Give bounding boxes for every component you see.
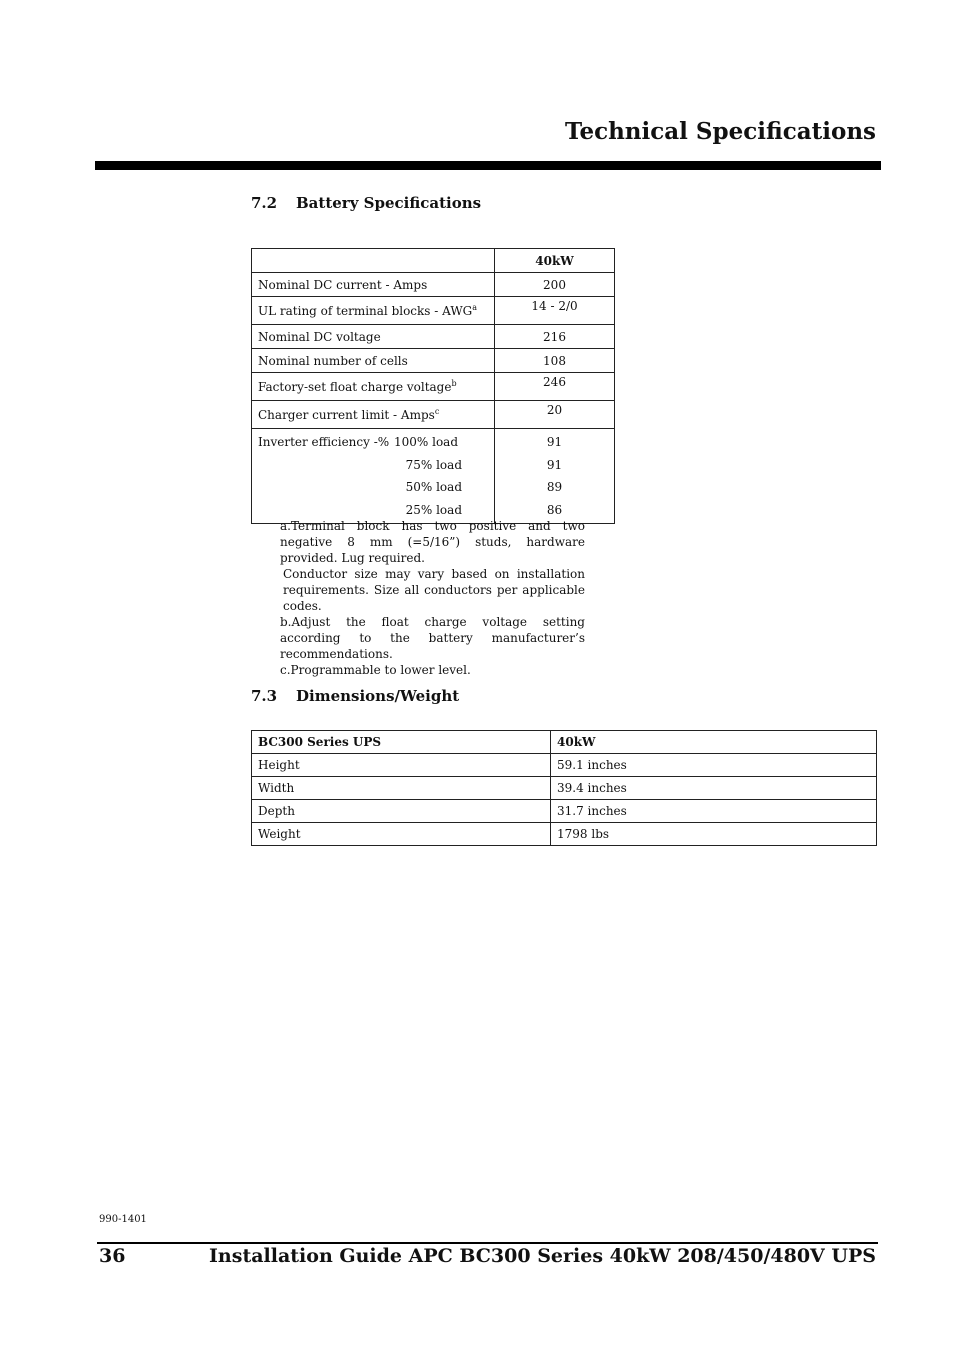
efficiency-row — [252, 429, 615, 524]
row-label: Factory-set float charge voltage$^b$ — [252, 373, 495, 401]
footnote-b: b.Adjust the float charge voltage setting according to the battery manufacturer’s recommendations. — [280, 615, 585, 661]
footnote-a-continued: Conductor size may vary based on installation requirements. Size all conductors per applicable codes. — [283, 567, 585, 613]
footnote-marker: c — [434, 407, 440, 416]
efficiency-value: 91 — [546, 435, 563, 449]
footnote-marker: b — [451, 379, 457, 388]
table-header-row — [252, 249, 615, 273]
section-title: Dimensions/Weight — [296, 687, 460, 705]
section-number: 7.2 — [251, 194, 278, 212]
header-rule — [95, 161, 881, 170]
row-label: UL rating of terminal blocks - AWG$^a$ — [252, 297, 495, 325]
row-label: Weight — [252, 823, 551, 846]
row-value: 216 — [495, 325, 615, 349]
row-value: 1798 lbs — [551, 823, 877, 846]
row-value: 246 — [495, 373, 615, 401]
row-label: Nominal number of cells — [252, 349, 495, 373]
footer-title: Installation Guide APC BC300 Series 40kW 208/450/480V UPS — [209, 1245, 876, 1267]
table-row — [252, 373, 615, 401]
table-row — [252, 349, 615, 373]
table-header-row — [252, 731, 877, 754]
row-value: 108 — [495, 349, 615, 373]
document-number: 990-1401 — [99, 1214, 147, 1225]
load-label: 25% load — [405, 502, 462, 517]
section-heading-dimensions — [251, 687, 459, 705]
efficiency-values — [495, 429, 615, 524]
load-label: 50% load — [405, 480, 462, 494]
table-cell-empty — [252, 249, 495, 273]
table-row — [252, 777, 877, 800]
dimensions-table — [251, 730, 877, 846]
load-label: 75% load — [405, 457, 462, 472]
column-header-40kw: 40kW — [495, 249, 615, 273]
section-heading-battery — [251, 194, 481, 212]
table-row — [252, 823, 877, 846]
row-label: Nominal DC voltage — [252, 325, 495, 349]
table-row — [252, 297, 615, 325]
section-title: Battery Specifications — [296, 194, 482, 212]
efficiency-value: 86 — [546, 502, 563, 517]
row-label: Charger current limit - Amps$^c$ — [252, 401, 495, 429]
row-value: 31.7 inches — [551, 800, 877, 823]
table-row — [252, 325, 615, 349]
footnote-a: a.Terminal block has two positive and two negative 8 mm (=5/16”) studs, hardware provided. Lug required. — [280, 519, 585, 565]
efficiency-value: 91 — [546, 457, 563, 472]
load-label: 100% load — [394, 435, 459, 449]
page-number: 36 — [99, 1245, 126, 1267]
table-row — [252, 754, 877, 777]
row-label: Width — [252, 777, 551, 800]
table-row — [252, 800, 877, 823]
footer-rule — [97, 1242, 878, 1244]
footnote-marker: a — [472, 303, 478, 312]
efficiency-value: 89 — [546, 480, 563, 494]
column-header: 40kW — [551, 731, 877, 754]
column-header: BC300 Series UPS — [252, 731, 551, 754]
row-value: 20 — [495, 401, 615, 429]
row-value: 59.1 inches — [551, 754, 877, 777]
footnotes — [280, 518, 585, 678]
row-label: Height — [252, 754, 551, 777]
page-header-title: Technical Specifications — [564, 118, 876, 145]
row-value: 200 — [495, 273, 615, 297]
row-label: Nominal DC current - Amps — [252, 273, 495, 297]
row-value: 39.4 inches — [551, 777, 877, 800]
row-value: 14 - 2/0 — [495, 297, 615, 325]
efficiency-label: Inverter efficiency -% — [258, 435, 390, 449]
efficiency-labels — [252, 429, 495, 524]
table-row — [252, 273, 615, 297]
row-label: Depth — [252, 800, 551, 823]
table-row — [252, 401, 615, 429]
footnote-c: c.Programmable to lower level. — [280, 663, 471, 677]
battery-spec-table — [251, 248, 615, 524]
section-number: 7.3 — [251, 687, 278, 705]
